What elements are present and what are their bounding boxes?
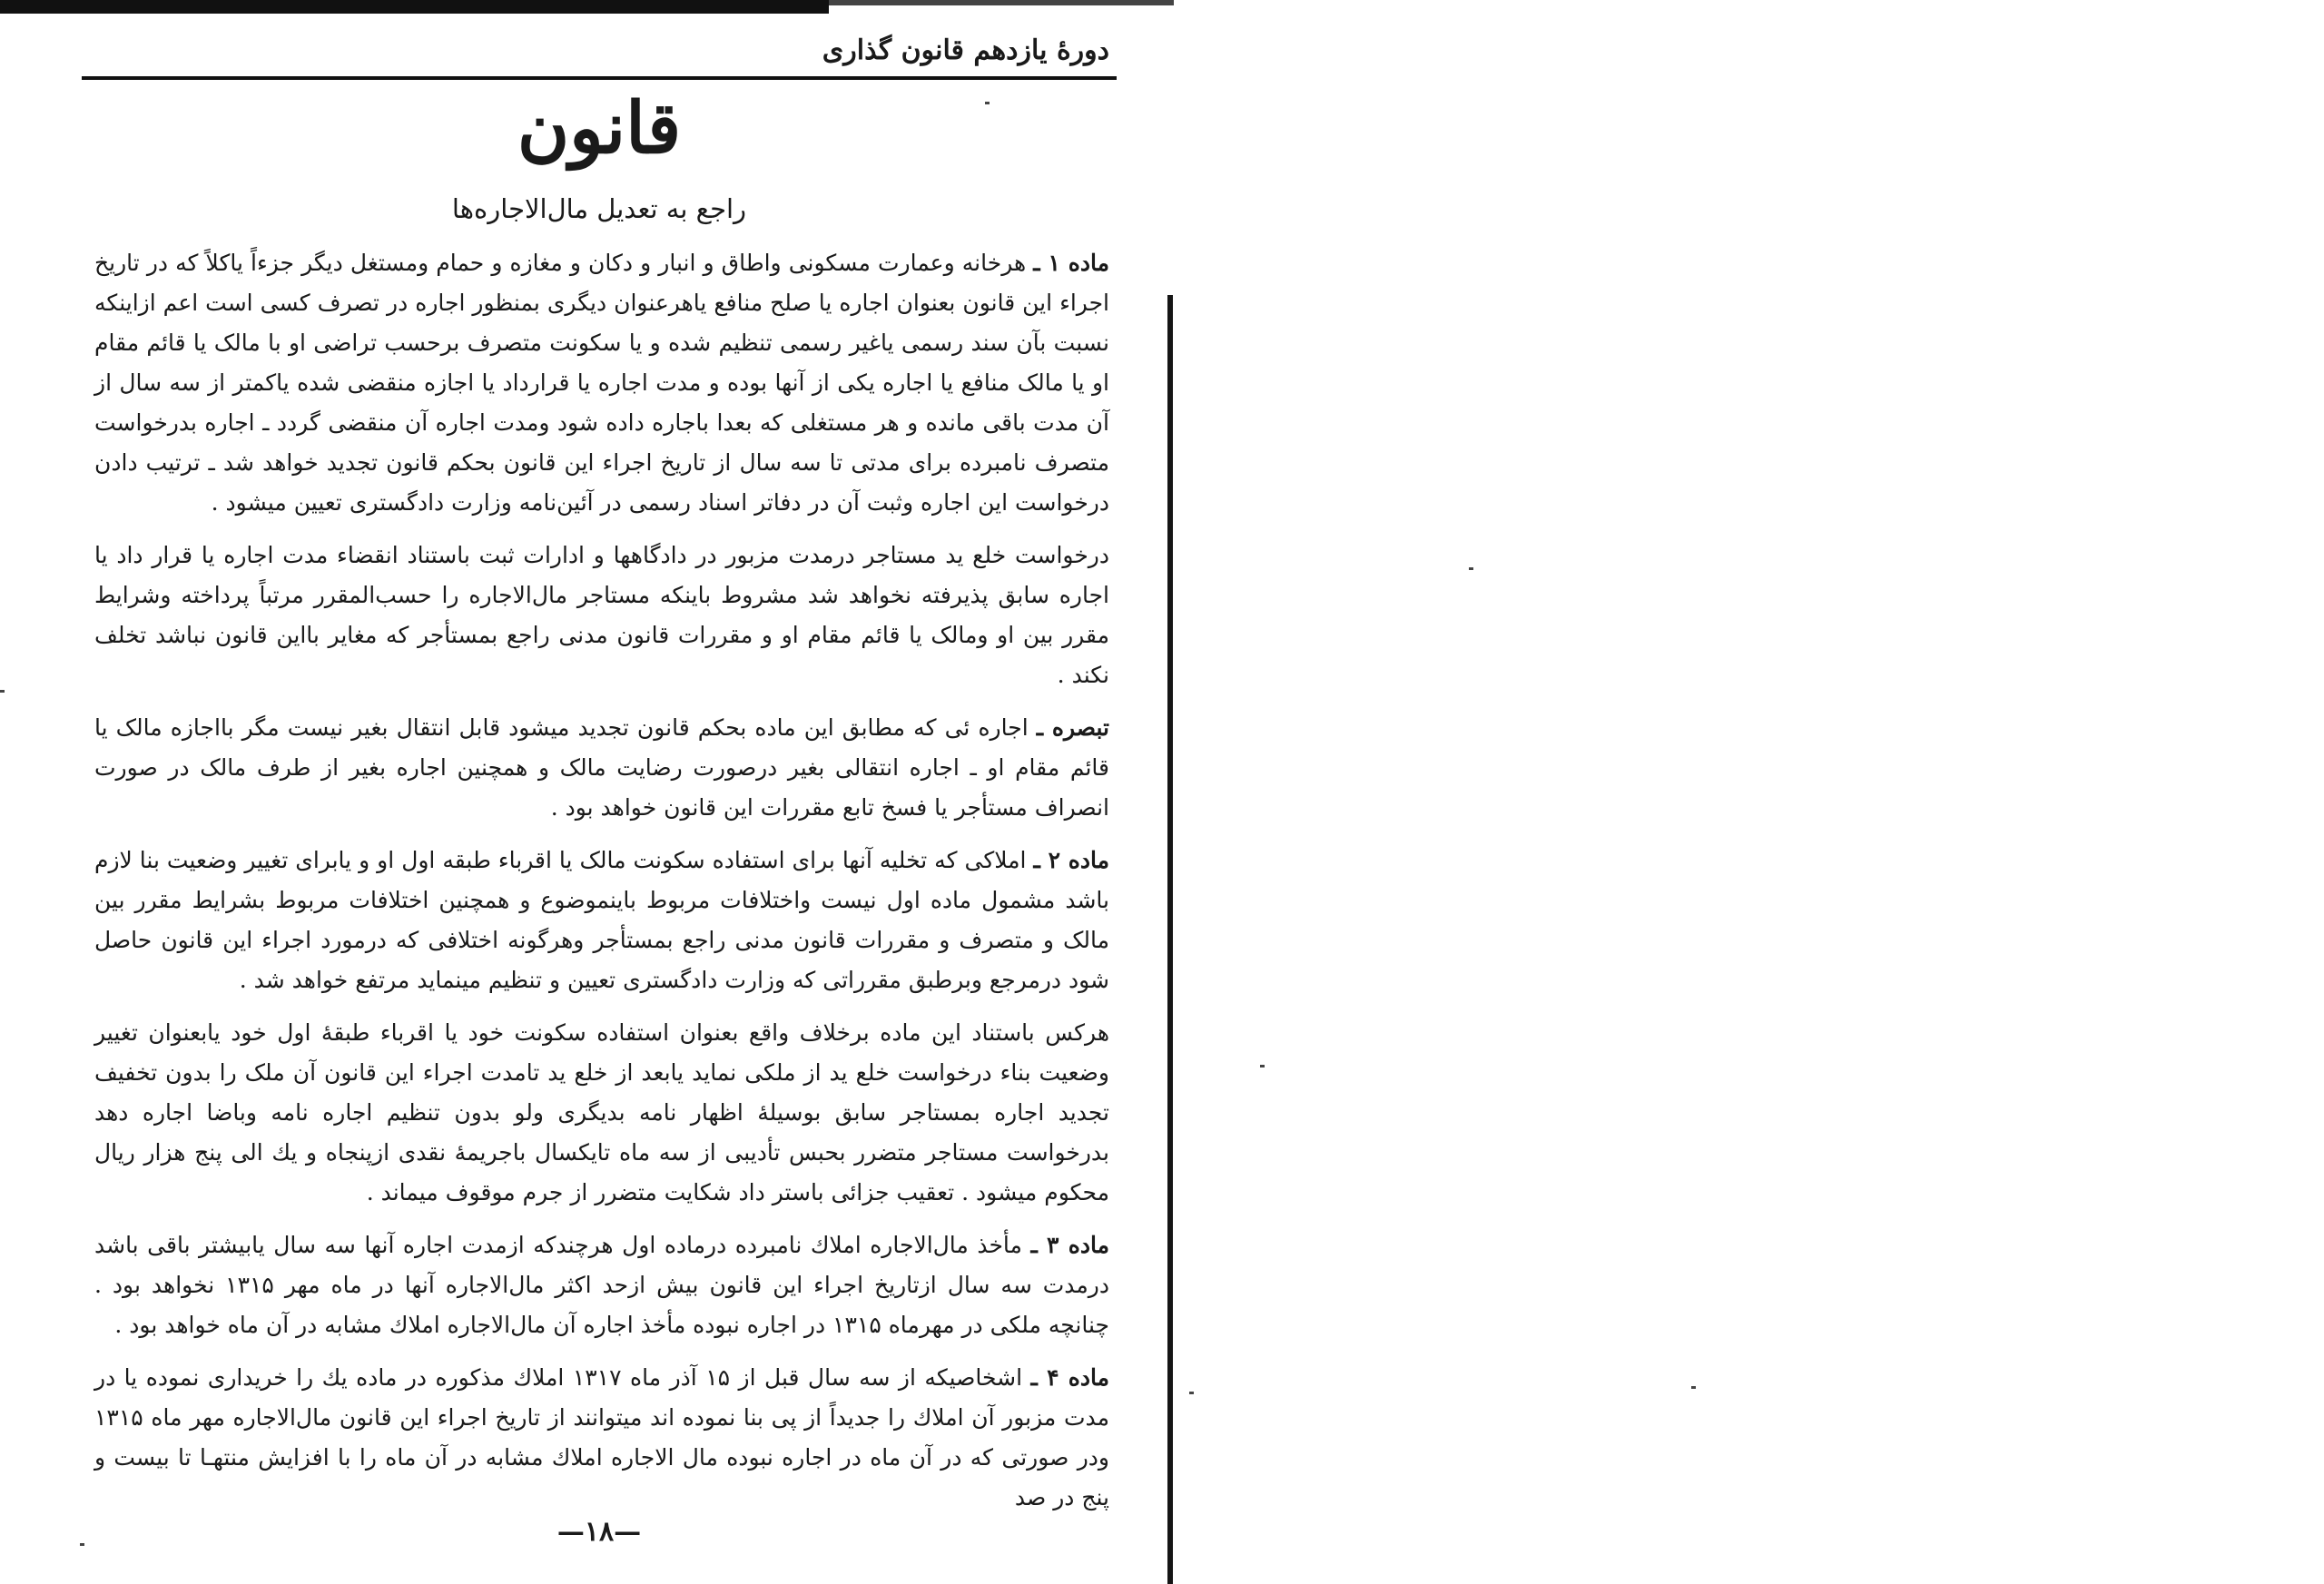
article-2-continuation bbox=[94, 1013, 1109, 1213]
article-3-paragraph bbox=[94, 1225, 1109, 1345]
scan-edge-shadow bbox=[0, 0, 829, 14]
scan-speck bbox=[985, 102, 990, 104]
note-paragraph bbox=[94, 708, 1109, 828]
scan-speck bbox=[1691, 1386, 1696, 1389]
article-2-text: املاکی که تخلیه آنها برای استفاده سکونت مالک یا اقرباء طبقه اول او و یابرای تغییر وضعیت بنا لازم باشد مشمول ماده اول نیست واختلافات مربوط باینموضوع و همچنین اختلافات مربوط بشرایط مقرر بین مالک و متصرف و مقررات قانون مدنی راجع بمستأجر وهرگونه اختلافی که درمورد اجراء این قانون حاصل شود درمرجع وبرطبق مقرراتی که وزارت دادگستری تعیین و تنظیم مینماید مرتفع خواهد شد . bbox=[94, 847, 1109, 993]
document-page bbox=[82, 18, 1117, 1584]
scan-speck bbox=[1260, 1065, 1265, 1067]
scan-edge-shadow-tail bbox=[829, 0, 1174, 5]
page-number: —۱۸— bbox=[556, 1516, 642, 1548]
article-1-continuation-text: درخواست خلع ید مستاجر درمدت مزبور در دادگاهها و ادارات ثبت باستناد انقضاء مدت اجاره یا قرار داد یا اجاره سابق پذیرفته نخواهد شد مشروط باینکه مستاجر مال‌الاجاره را حسب‌المقرر مرتباً پرداخته وشرایط مقرر بین او ومالک یا قائم مقام او و مقررات قانون مدنی راجع بمستأجر که مغایر بااین قانون نباشد تخلف نکند . bbox=[94, 542, 1109, 688]
article-3-text: مأخذ مال‌الاجاره املاك نامبرده درماده اول هرچندکه ازمدت اجاره آنها سه سال یابیشتر باقی باشد درمدت سه سال ازتاریخ اجراء این قانون بیش ازحد اکثر مال‌الاجاره آنها در ماه مهر ۱۳۱۵ نخواهد بود . چنانچه ملکی در مهرماه ۱۳۱۵ در اجاره نبوده مأخذ اجاره آن مال‌الاجاره املاك مشابه در آن ماه خواهد بود . bbox=[94, 1232, 1110, 1338]
note-label: تبصره ـ bbox=[1036, 714, 1109, 741]
page-subtitle: راجع به تعدیل مال‌الاجاره‌ها bbox=[451, 193, 747, 224]
article-3-label: ماده ۳ ـ bbox=[1030, 1232, 1109, 1258]
scan-speck bbox=[80, 1543, 84, 1546]
scan-speck bbox=[0, 690, 5, 693]
article-4-label: ماده ۴ ـ bbox=[1030, 1364, 1110, 1391]
article-2-label: ماده ۲ ـ bbox=[1033, 847, 1110, 873]
law-body bbox=[94, 243, 1109, 1530]
article-2-continuation-text: هرکس باستناد این ماده برخلاف واقع بعنوان استفاده سکونت خود یا اقرباء طبقهٔ اول خود یابعنوان تغییر وضعیت بناء درخواست خلع ید از ملکی نماید یابعد از خلع ید تامدت اجراء این قانون آن ملک را بدون تخفیف تجدید اجاره بمستاجر سابق بوسیلهٔ اظهار نامه بدیگری ولو بدون تنظیم اجاره نامه وباضا اجاره دهد بدرخواست مستاجر متضرر بحبس تأدیبی از سه ماه تایکسال باجریمهٔ نقدی ازپنجاه و یك الی پنج هزار ریال محکوم میشود . تعقیب جزائی باستر داد شکایت متضرر از جرم موقوف میماند . bbox=[94, 1019, 1109, 1205]
article-4-paragraph bbox=[94, 1358, 1109, 1518]
scan-speck bbox=[1189, 1392, 1194, 1394]
running-header: دورهٔ یازدهم قانون گذاری bbox=[822, 34, 1109, 66]
article-1-continuation bbox=[94, 536, 1109, 695]
note-text: اجاره ئی که مطابق این ماده بحکم قانون تجدید میشود قابل انتقال بغیر نیست مگر بااجازه مالک یا قائم مقام او ـ اجاره انتقالی بغیر درصورت رضایت مالک و همچنین اجاره بغیر از طرف مالک در صورت انصراف مستأجر یا فسخ تابع مقررات این قانون خواهد بود . bbox=[94, 714, 1109, 821]
header-rule bbox=[82, 76, 1117, 80]
article-4-text: اشخاصیکه از سه سال قبل از ۱۵ آذر ماه ۱۳۱۷ املاك مذکوره در ماده یك را خریداری نموده یا در مدت مزبور آن املاك را جدیداً از پی بنا نموده اند میتوانند از تاریخ اجراء این قانون مال‌الاجاره مهر ماه ۱۳۱۵ ودر صورتی که در آن ماه در اجاره نبوده مال الاجاره املاك مشابه در آن ماه را با افزایش منتهـا تا بیست و پنج در صد bbox=[94, 1364, 1109, 1510]
article-1-paragraph bbox=[94, 243, 1109, 523]
scan-speck bbox=[1469, 567, 1473, 570]
article-1-text: هرخانه وعمارت مسکونی واطاق و انبار و دکان و مغازه و حمام ومستغل دیگر جزءاً یاکلاً که در تاریخ اجراء این قانون بعنوان اجاره یا صلح منافع یاهرعنوان دیگری بمنظور اجاره در تصرف کسی است اعم ازاینکه نسبت بآن سند رسمی یاغیر رسمی تنظیم شده و یا سکونت متصرف برحسب تراضی او با مالک یا قائم مقام او یا مالک منافع یا اجاره یکی از آنها بوده و مدت اجاره یا قرارداد یا اجازه منقضی شده یاکمتر از سه سال از آن مدت باقی مانده و هر مستغلی که بعدا باجاره داده شود ومدت اجاره آن منقضی گردد ـ اجاره بدرخواست متصرف نامبرده برای مدتی تا سه سال از تاریخ اجراء این قانون بحکم قانون تجدید خواهد شد ـ ترتیب دادن درخواست این اجاره وثبت آن در دفاتر اسناد رسمی در آئین‌نامه وزارت دادگستری تعیین میشود . bbox=[94, 250, 1109, 516]
binding-edge-line bbox=[1167, 295, 1173, 1584]
article-2-paragraph bbox=[94, 841, 1109, 1000]
article-1-label: ماده ۱ ـ bbox=[1033, 250, 1109, 276]
page-title: قانون bbox=[517, 87, 682, 170]
